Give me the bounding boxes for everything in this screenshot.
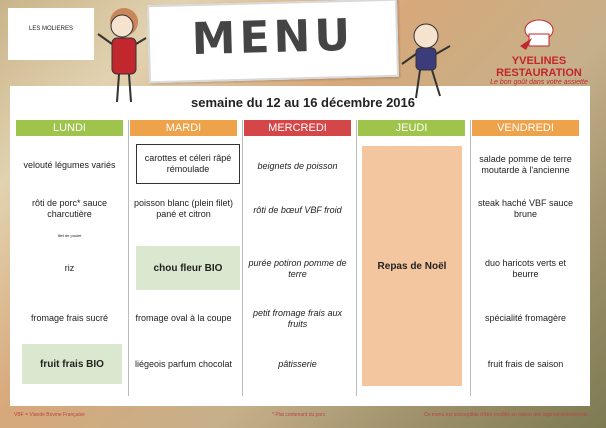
menu-item: fromage frais sucré [30,312,109,323]
column-divider [128,120,129,396]
menu-item: steak haché VBF sauce brune [477,198,574,219]
menu-item: fromage oval à la coupe [135,312,232,323]
school-label: LES MOLIERES [8,8,94,60]
day-header-mardi: MARDI [130,120,237,136]
menu-item: riz [64,262,75,273]
menu-item: beignets de poisson [257,160,338,171]
column-divider [356,120,357,396]
menu-note: filet de poulet [57,232,82,238]
day-header-vendredi: VENDREDI [472,120,579,136]
day-header-jeudi: JEUDI [358,120,465,136]
child-boy-illustration [398,20,456,106]
brand-name: YVELINES RESTAURATION [496,55,582,79]
brand-slogan: Le bon goût dans votre assiette [490,79,588,86]
menu-item-highlight: chou fleur BIO [136,246,240,290]
menu-item: liégeois parfum chocolat [134,358,233,369]
day-header-mercredi: MERCREDI [244,120,351,136]
footer-note-vbf: VBF = Viande Bovine Française [14,412,85,418]
column-lundi [16,120,123,136]
menu-item-highlight: fruit frais BIO [22,344,122,384]
day-header-lundi: LUNDI [16,120,123,136]
menu-item: rôti de porc* sauce charcutière [31,198,108,219]
page-title: MENU [191,9,355,66]
menu-item: duo haricots verts et beurre [484,258,567,279]
menu-item: fruit frais de saison [487,358,564,369]
menu-item-noel: Repas de Noël [362,146,462,386]
menu-item: spécialité fromagère [484,312,567,323]
menu-item: petit fromage frais aux fruits [252,308,343,329]
chef-hat-icon [516,16,562,50]
menu-item: velouté légumes variés [23,159,116,170]
column-mercredi [244,120,351,136]
menu-item: pâtisserie [278,358,317,369]
column-divider [470,120,471,396]
footer-note-porc: * Plat contenant du porc [272,412,326,418]
title-card [147,0,399,83]
menu-item: rôti de bœuf VBF froid [253,204,342,215]
brand-logo [476,16,602,86]
menu-item: salade pomme de terre moutarde à l'ancienne [479,154,572,175]
column-jeudi [358,120,465,136]
week-heading: semaine du 12 au 16 décembre 2016 [190,95,415,110]
column-divider [242,120,243,396]
column-mardi [130,120,237,136]
menu-item: poisson blanc (plein filet) pané et citron [133,198,234,219]
child-girl-illustration [92,4,150,108]
footer-note-changes: Ce menu est susceptible d'être modifié en raison des approvisionnements. [424,412,589,418]
column-vendredi [472,120,579,136]
menu-item-boxed: carottes et céleri râpé rémoulade [136,144,240,184]
menu-item: purée potiron pomme de terre [248,258,347,279]
